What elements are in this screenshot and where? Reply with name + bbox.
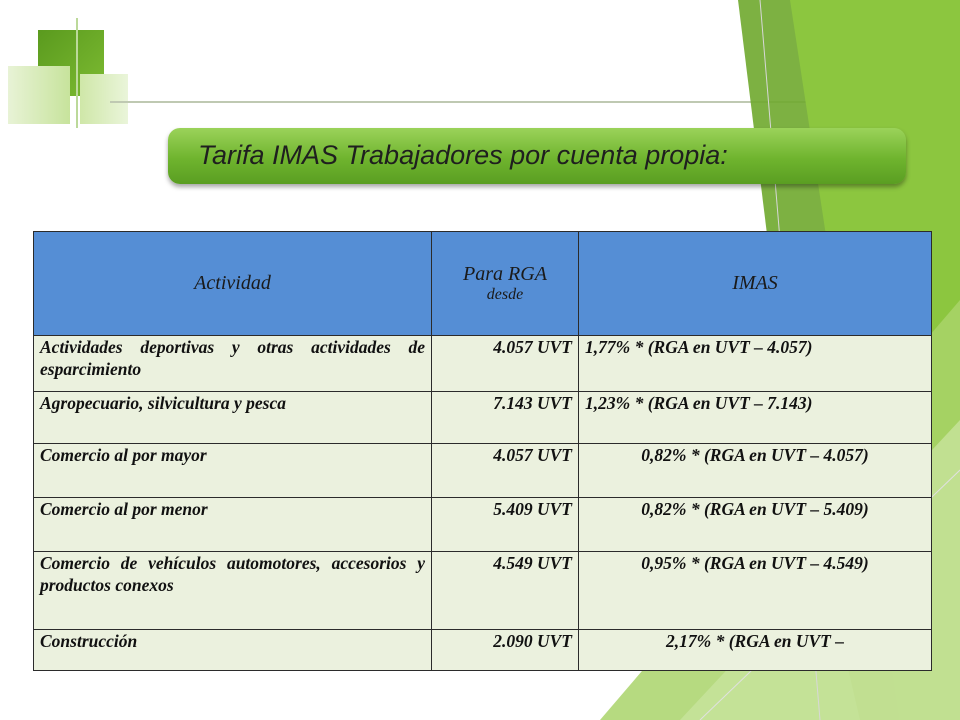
- table-row: [34, 552, 932, 630]
- cell-rga: 5.409 UVT: [432, 498, 579, 552]
- header-actividad: Actividad: [34, 232, 432, 336]
- title-bar: [168, 128, 906, 184]
- cell-imas: 0,82% * (RGA en UVT – 4.057): [579, 444, 932, 498]
- cell-imas: 1,23% * (RGA en UVT – 7.143): [579, 392, 932, 444]
- page-title: Tarifa IMAS Trabajadores por cuenta propia:: [198, 140, 728, 170]
- table-row: [34, 498, 932, 552]
- cell-imas: 1,77% * (RGA en UVT – 4.057): [579, 336, 932, 392]
- table-row: [34, 336, 932, 392]
- cell-rga: 4.549 UVT: [432, 552, 579, 630]
- cell-rga: 4.057 UVT: [432, 444, 579, 498]
- cell-actividad: Construcción: [34, 630, 432, 671]
- cell-actividad: Actividades deportivas y otras actividades de esparcimiento: [34, 336, 432, 392]
- cell-actividad: Comercio al por menor: [34, 498, 432, 552]
- cell-actividad: Agropecuario, silvicultura y pesca: [34, 392, 432, 444]
- cell-actividad: Comercio de vehículos automotores, accesorios y productos conexos: [34, 552, 432, 630]
- table-row: [34, 444, 932, 498]
- header-rga-line2: desde: [486, 286, 524, 303]
- table-header-row: [34, 232, 932, 336]
- cell-rga: 7.143 UVT: [432, 392, 579, 444]
- imas-table: [33, 231, 932, 671]
- header-rga: [432, 232, 579, 336]
- cell-imas: 0,95% * (RGA en UVT – 4.549): [579, 552, 932, 630]
- header-imas: IMAS: [579, 232, 932, 336]
- cell-actividad: Comercio al por mayor: [34, 444, 432, 498]
- cell-imas: 2,17% * (RGA en UVT –: [579, 630, 932, 671]
- cell-rga: 4.057 UVT: [432, 336, 579, 392]
- cell-imas: 0,82% * (RGA en UVT – 5.409): [579, 498, 932, 552]
- table-row: [34, 392, 932, 444]
- cell-rga: 2.090 UVT: [432, 630, 579, 671]
- header-rga-line1: Para RGA: [463, 263, 547, 285]
- table-row: [34, 630, 932, 671]
